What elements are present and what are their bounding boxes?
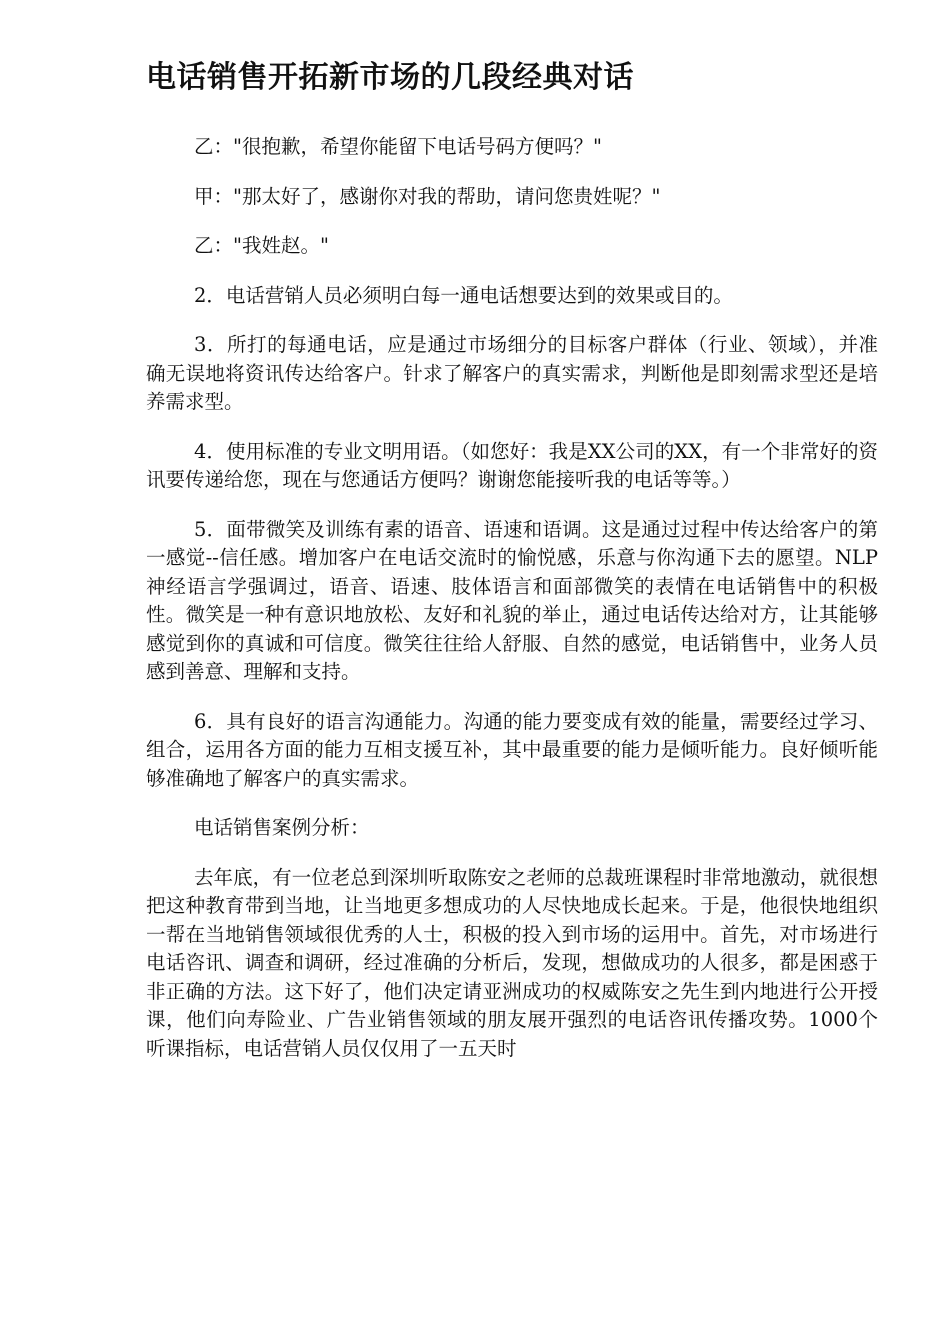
document-body — [146, 133, 878, 1084]
dialogue-line-3: 乙："我姓赵。" — [194, 234, 329, 257]
point-2-paragraph: 2．电话营销人员必须明白每一通电话想要达到的效果或目的。 — [194, 283, 733, 307]
point-4-paragraph: 4．使用标准的专业文明用语。（如您好：我是XX公司的XX，有一个非常好的资讯要传递给您，现在与您通话方便吗？谢谢您能接听我的电话等等。） — [146, 439, 878, 491]
point-6-paragraph: 6．具有良好的语言沟通能力。沟通的能力要变成有效的能量，需要经过学习、组合，运用各方面的能力互相支援互补，其中最重要的能力是倾听能力。良好倾听能够准确地了解客户的真实需求。 — [146, 709, 878, 790]
case-analysis-paragraph: 去年底，有一位老总到深圳听取陈安之老师的总裁班课程时非常地激动，就很想把这种教育带到当地，让当地更多想成功的人尽快地成长起来。于是，他很快地组织一帮在当地销售领域很优秀的人士，积极的投入到市场的运用中。首先，对市场进行电话咨讯、调查和调研，经过准确的分析后，发现，想做成功的人很多，都是困惑于非正确的方法。这下好了，他们决定请亚洲成功的权威陈安之先生到内地进行公开授课，他们向寿险业、广告业销售领域的朋友展开强烈的电话咨讯传播攻势。1000个听课指标，电话营销人员仅仅用了一五天时 — [146, 865, 878, 1060]
case-analysis-heading: 电话销售案例分析： — [194, 816, 370, 839]
dialogue-line-2: 甲："那太好了，感谢你对我的帮助，请问您贵姓呢？" — [194, 184, 661, 208]
document-title: 电话销售开拓新市场的几段经典对话 — [146, 60, 634, 95]
point-5-paragraph: 5．面带微笑及训练有素的语音、语速和语调。这是通过过程中传达给客户的第一感觉--信任感。增加客户在电话交流时的愉悦感，乐意与你沟通下去的愿望。NLP神经语言学强调过，语音、语速、肢体语言和面部微笑的表情在电话销售中的积极性。微笑是一种有意识地放松、友好和礼貌的举止，通过电话传达给对方，让其能够感觉到你的真诚和可信度。微笑往往给人舒服、自然的感觉，电话销售中，业务人员感到善意、理解和支持。 — [146, 517, 878, 683]
dialogue-line-1: 乙："很抱歉，希望你能留下电话号码方便吗？" — [194, 135, 602, 158]
point-3-paragraph: 3．所打的每通电话，应是通过市场细分的目标客户群体（行业、领域），并准确无误地将资讯传达给客户。针求了解客户的真实需求，判断他是即刻需求型还是培养需求型。 — [146, 333, 878, 413]
